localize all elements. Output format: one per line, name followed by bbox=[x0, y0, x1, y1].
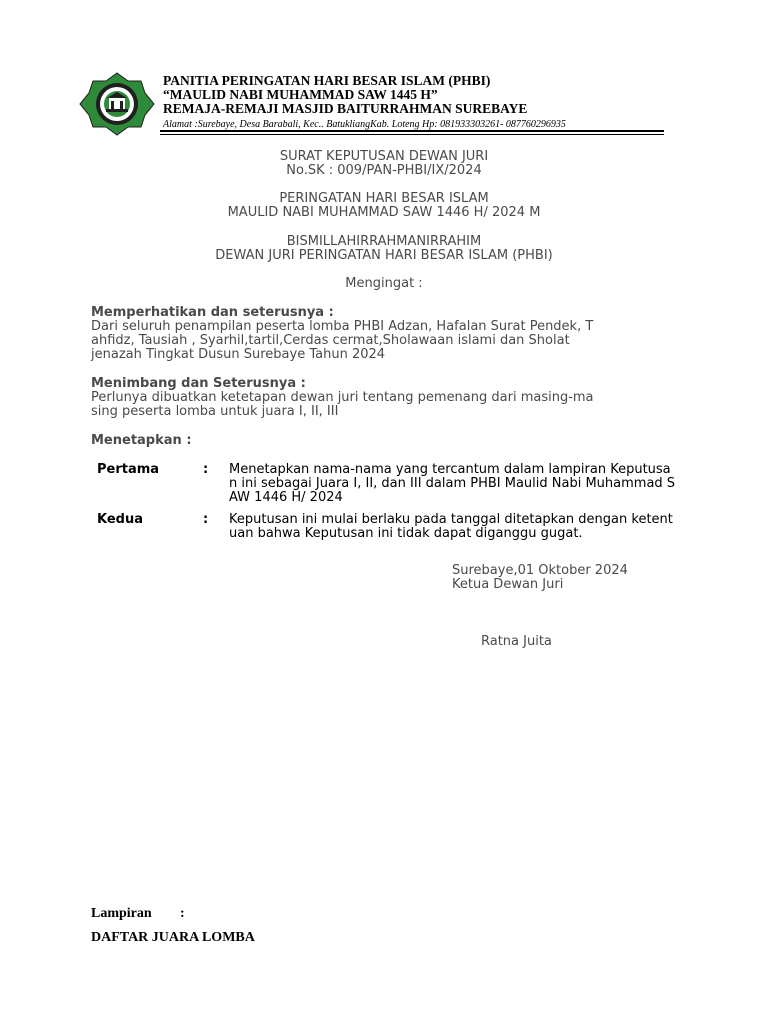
kedua-line-2: uan bahwa Keputusan ini tidak dapat diganggu gugat. bbox=[229, 526, 583, 541]
pertama-line-1: Menetapkan nama-nama yang tercantum dalam lampiran Keputusa bbox=[229, 462, 671, 477]
document-title: SURAT KEPUTUSAN DEWAN JURI bbox=[279, 149, 489, 164]
bismillah: BISMILLAHIRRAHMANIRRAHIM bbox=[286, 234, 482, 249]
header-event-name: “MAULID NABI MUHAMMAD SAW 1445 H” bbox=[163, 87, 438, 102]
header-address: Alamat :Surebaye, Desa Barabali, Kec.. BatukliangKab. Loteng Hp: 081933303261- 087760296935 bbox=[163, 119, 566, 130]
header-mosque-name: REMAJA-REMAJI MASJID BAITURRAHMAN SUREBAYE bbox=[163, 101, 528, 116]
header-rule-thick bbox=[160, 130, 664, 132]
memperhatikan-line-2: ahfidz, Tausiah , Syarhil,tartil,Cerdas cermat,Sholawaan islami dan Sholat bbox=[91, 333, 570, 348]
memperhatikan-heading: Memperhatikan dan seterusnya : bbox=[91, 305, 334, 320]
memperhatikan-line-3: jenazah Tingkat Dusun Surebaye Tahun 2024 bbox=[91, 347, 386, 362]
pertama-label: Pertama bbox=[97, 462, 160, 477]
kedua-label: Kedua bbox=[97, 512, 143, 527]
signature-place-date: Surebaye,01 Oktober 2024 bbox=[452, 563, 628, 578]
pertama-line-2: n ini sebagai Juara I, II, dan III dalam PHBI Maulid Nabi Muhammad S bbox=[229, 476, 676, 491]
menetapkan-heading: Menetapkan : bbox=[91, 433, 192, 448]
signature-role: Ketua Dewan Juri bbox=[452, 577, 564, 592]
header-org-name: PANITIA PERINGATAN HARI BESAR ISLAM (PHBI) bbox=[163, 73, 491, 88]
pertama-colon: : bbox=[203, 462, 209, 477]
header-rule-thin bbox=[160, 134, 664, 135]
pertama-line-3: AW 1446 H/ 2024 bbox=[229, 490, 343, 505]
menimbang-heading: Menimbang dan Seterusnya : bbox=[91, 376, 306, 391]
lampiran-colon: : bbox=[180, 906, 185, 921]
kedua-colon: : bbox=[203, 512, 209, 527]
organization-logo bbox=[78, 72, 156, 136]
mengingat-heading: Mengingat : bbox=[345, 276, 423, 291]
event-title: PERINGATAN HARI BESAR ISLAM bbox=[279, 191, 489, 206]
jury-title: DEWAN JURI PERINGATAN HARI BESAR ISLAM (PHBI) bbox=[215, 248, 553, 263]
lampiran-label: Lampiran bbox=[91, 906, 152, 921]
lampiran-title: DAFTAR JUARA LOMBA bbox=[91, 930, 255, 945]
menimbang-line-1: Perlunya dibuatkan ketetapan dewan juri tentang pemenang dari masing-ma bbox=[91, 390, 594, 405]
kedua-line-1: Keputusan ini mulai berlaku pada tanggal ditetapkan dengan ketent bbox=[229, 512, 673, 527]
event-subtitle: MAULID NABI MUHAMMAD SAW 1446 H/ 2024 M bbox=[227, 205, 541, 220]
menimbang-line-2: sing peserta lomba untuk juara I, II, III bbox=[91, 404, 339, 419]
document-number: No.SK : 009/PAN-PHBI/IX/2024 bbox=[286, 163, 482, 178]
memperhatikan-line-1: Dari seluruh penampilan peserta lomba PHBI Adzan, Hafalan Surat Pendek, T bbox=[91, 319, 594, 334]
signature-name: Ratna Juita bbox=[481, 634, 552, 649]
